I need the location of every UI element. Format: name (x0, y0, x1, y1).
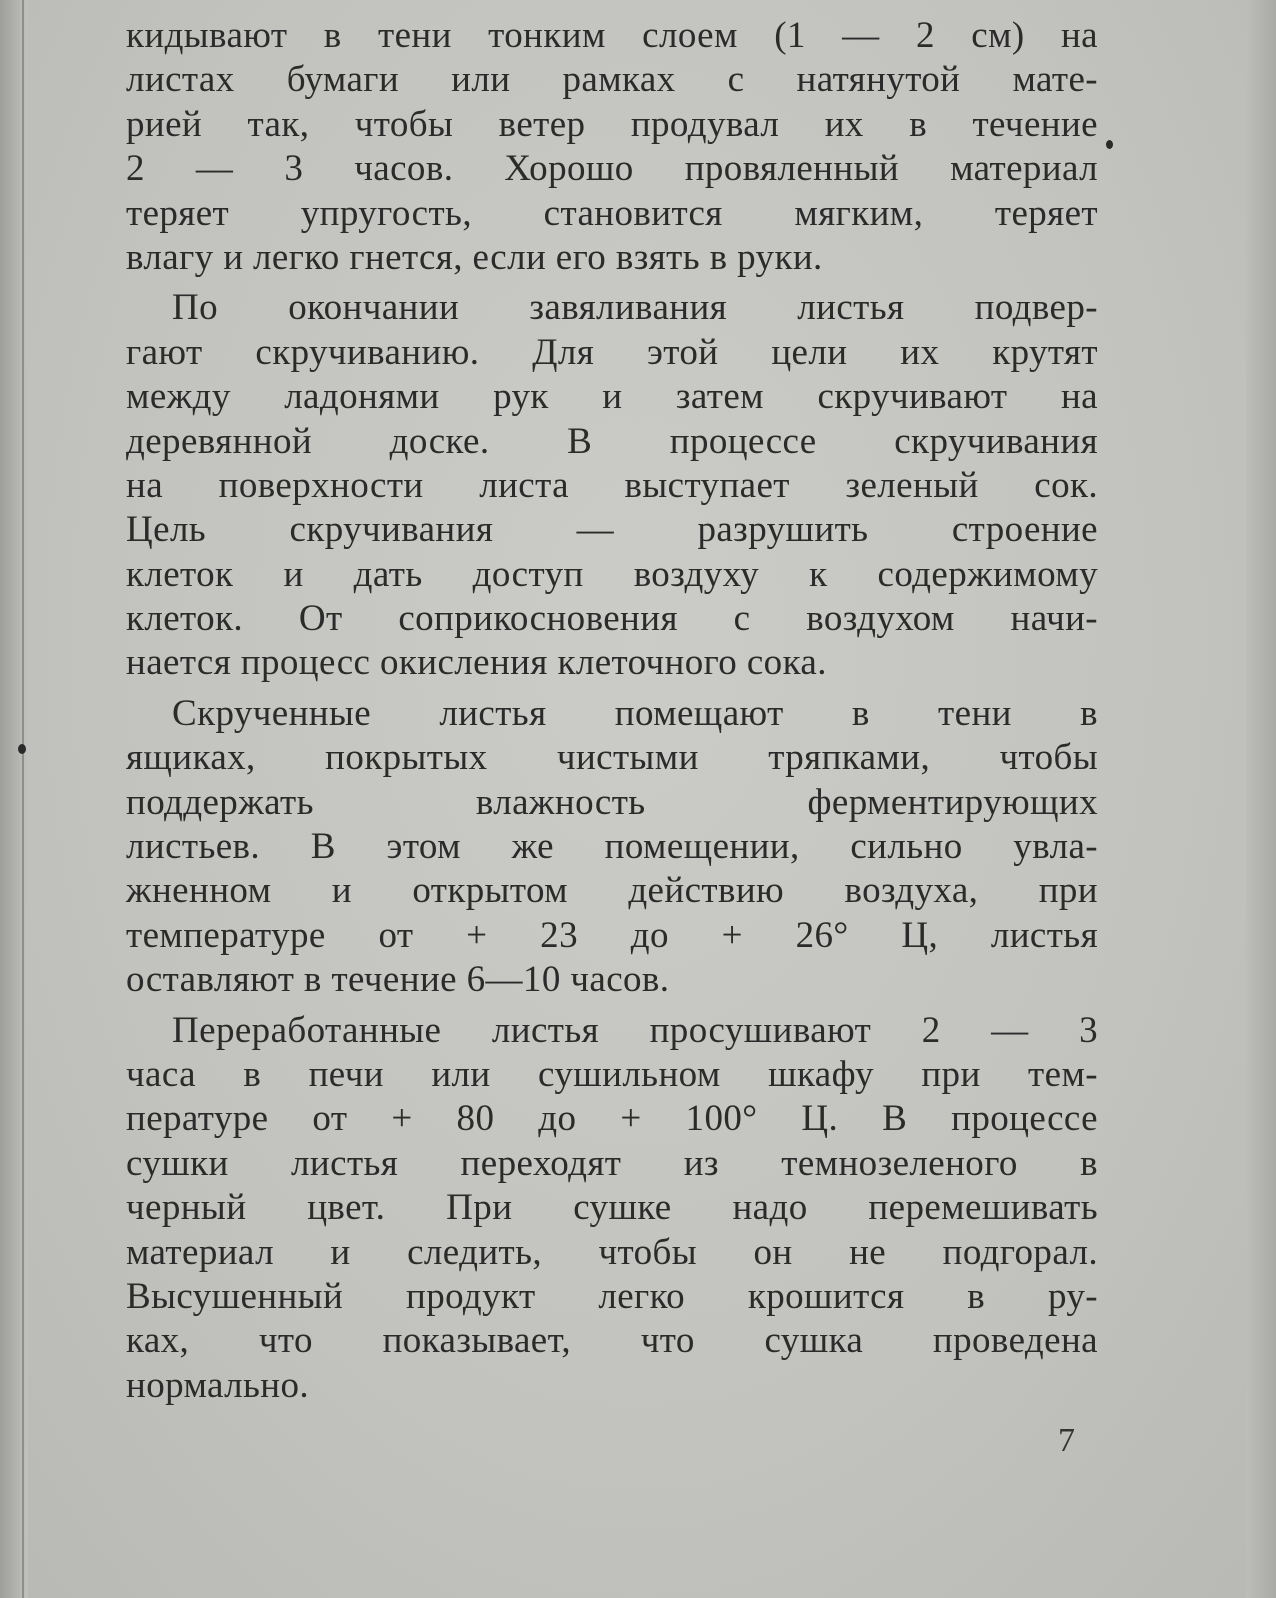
page-edge (1246, 0, 1276, 1598)
body-text (126, 14, 1098, 1408)
text-line: Переработанные листья просушивают 2 — 3 (172, 1009, 1098, 1051)
text-line: деревянной доске. В процессе скручивания (126, 420, 1098, 462)
text-line: ящиках, покрытых чистыми тряпками, чтобы (126, 737, 1098, 779)
text-line: поддержать влажность ферментирующих (126, 781, 1098, 823)
text-line: Цель скручивания — разрушить строение (126, 509, 1098, 551)
text-line: на поверхности листа выступает зеленый сок. (126, 464, 1098, 506)
page-number: 7 (1058, 1422, 1075, 1459)
text-line: листах бумаги или рамках с натянутой мате- (126, 59, 1098, 101)
spine-line (22, 0, 24, 1598)
paragraph (126, 14, 1098, 280)
text-line: ках, что показывает, что сушка проведена (126, 1320, 1098, 1362)
ink-speck (18, 744, 26, 754)
paragraph (126, 1009, 1098, 1409)
text-line: часа в печи или сушильном шкафу при тем- (126, 1053, 1098, 1095)
ink-speck (1106, 140, 1113, 149)
text-line: клеток. От соприкосновения с воздухом начи- (126, 598, 1098, 640)
paragraph (126, 692, 1098, 1003)
text-line: материал и следить, чтобы он не подгорал. (126, 1231, 1098, 1273)
text-line: нается процесс окисления клеточного сока. (126, 642, 827, 684)
text-line: Скрученные листья помещают в тени в (172, 692, 1098, 734)
text-line: клеток и дать доступ воздуху к содержимому (126, 553, 1098, 595)
text-line: пературе от + 80 до + 100° Ц. В процессе (126, 1098, 1098, 1140)
text-line: влагу и легко гнется, если его взять в руки. (126, 236, 823, 278)
text-line: листьев. В этом же помещении, сильно увла- (126, 826, 1098, 868)
paragraph (126, 286, 1098, 686)
text-line: сушки листья переходят из темнозеленого в (126, 1142, 1098, 1184)
text-line: рией так, чтобы ветер продувал их в течение (126, 103, 1098, 145)
text-line: оставляют в течение 6—10 часов. (126, 959, 670, 1001)
text-line: гают скручиванию. Для этой цели их крутят (126, 331, 1098, 373)
text-line: кидывают в тени тонким слоем (1 — 2 см) на (126, 15, 1098, 56)
text-line: жненном и открытом действию воздуха, при (126, 870, 1098, 912)
text-line: теряет упругость, становится мягким, теряет (126, 192, 1098, 234)
text-line: 2 — 3 часов. Хорошо провяленный материал (126, 148, 1098, 190)
text-line: между ладонями рук и затем скручивают на (126, 376, 1098, 418)
text-line: черный цвет. При сушке надо перемешивать (126, 1187, 1098, 1229)
text-line: Высушенный продукт легко крошится в ру- (126, 1275, 1098, 1317)
text-line: температуре от + 23 до + 26° Ц, листья (126, 914, 1098, 956)
text-line: нормально. (126, 1364, 310, 1406)
text-line: По окончании завяливания листья подвер- (172, 287, 1098, 329)
